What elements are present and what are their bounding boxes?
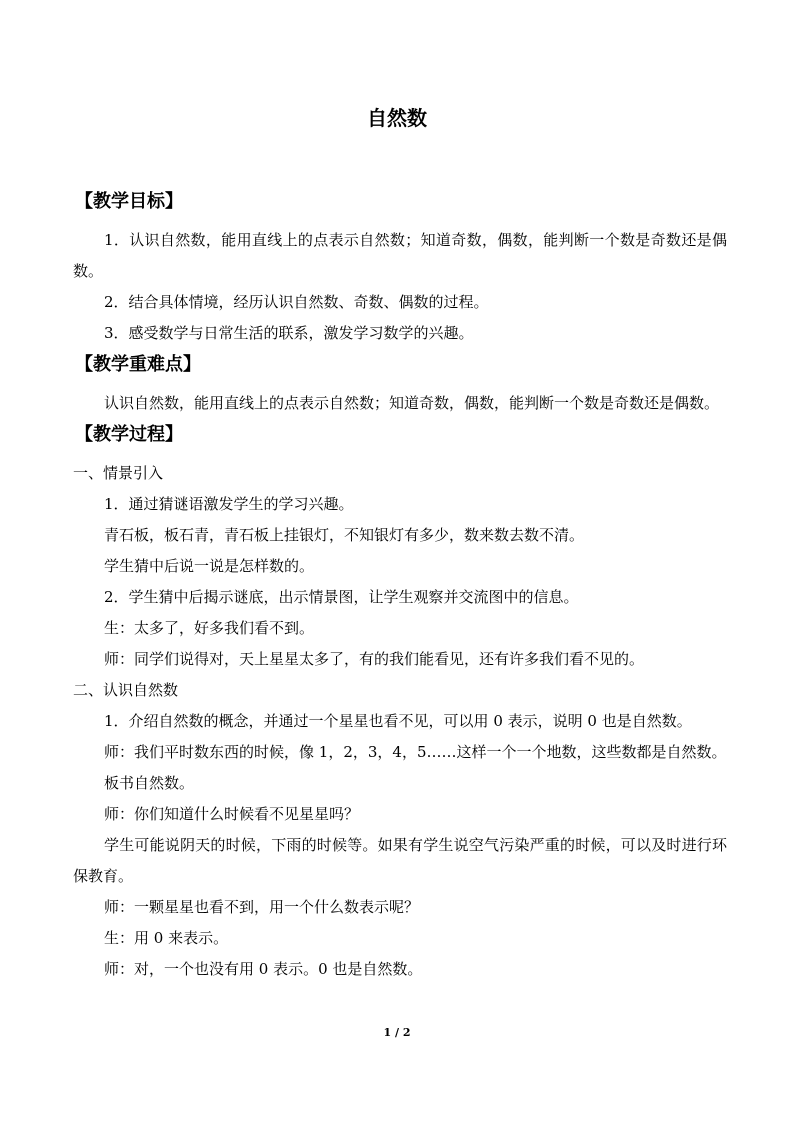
process-part1-line: 1．通过猜谜语激发学生的学习兴趣。 xyxy=(104,495,354,513)
key-points-text: 认识自然数，能用直线上的点表示自然数；知道奇数，偶数，能判断一个数是奇数还是偶数。 xyxy=(104,394,720,412)
goal-item-2: 2．结合具体情境，经历认识自然数、奇数、偶数的过程。 xyxy=(104,293,489,311)
process-part2-line: 生：用 0 来表示。 xyxy=(104,929,229,947)
process-part1-line: 师：同学们说得对，天上星星太多了，有的我们能看见，还有许多我们看不见的。 xyxy=(104,650,645,668)
process-part2-line: 1．介绍自然数的概念，并通过一个星星也看不见，可以用 0 表示，说明 0 也是自然数。 xyxy=(104,712,692,730)
section-heading-process: 【教学过程】 xyxy=(75,424,183,445)
document-body xyxy=(73,186,727,985)
process-part1-line: 学生猜中后说一说是怎样数的。 xyxy=(104,557,315,575)
process-part1-line: 生：太多了，好多我们看不到。 xyxy=(104,619,315,637)
process-part2-title: 二、认识自然数 xyxy=(73,681,179,699)
process-part1-line: 2．学生猜中后揭示谜底，出示情景图，让学生观察并交流图中的信息。 xyxy=(104,588,579,606)
process-part2-line: 学生可能说阴天的时候，下雨的时候等。如果有学生说空气污染严重的时候，可以及时进行环保教育。 xyxy=(73,836,727,885)
process-part2-line: 师：对，一个也没有用 0 表示。0 也是自然数。 xyxy=(104,960,423,978)
process-part1-line: 青石板，板石青，青石板上挂银灯，不知银灯有多少，数来数去数不清。 xyxy=(104,526,585,544)
process-part2-line: 师：你们知道什么时候看不见星星吗？ xyxy=(104,805,360,823)
page-title: 自然数 xyxy=(367,106,427,130)
goal-item-3: 3．感受数学与日常生活的联系，激发学习数学的兴趣。 xyxy=(104,324,474,342)
process-part2-line: 师：一颗星星也看不到，用一个什么数表示呢？ xyxy=(104,898,420,916)
process-part1-title: 一、情景引入 xyxy=(73,464,164,482)
section-heading-key-points: 【教学重难点】 xyxy=(75,354,201,375)
process-part2-line: 师：我们平时数东西的时候，像 1，2，3，4，5……这样一个一个地数，这些数都是自然数。 xyxy=(104,743,727,761)
process-part2-line: 板书自然数。 xyxy=(104,774,195,792)
page-number: 1 / 2 xyxy=(383,1026,411,1039)
goal-item-1: 1．认识自然数，能用直线上的点表示自然数；知道奇数，偶数，能判断一个数是奇数还是偶数。 xyxy=(73,231,727,280)
section-heading-goals: 【教学目标】 xyxy=(75,191,183,212)
